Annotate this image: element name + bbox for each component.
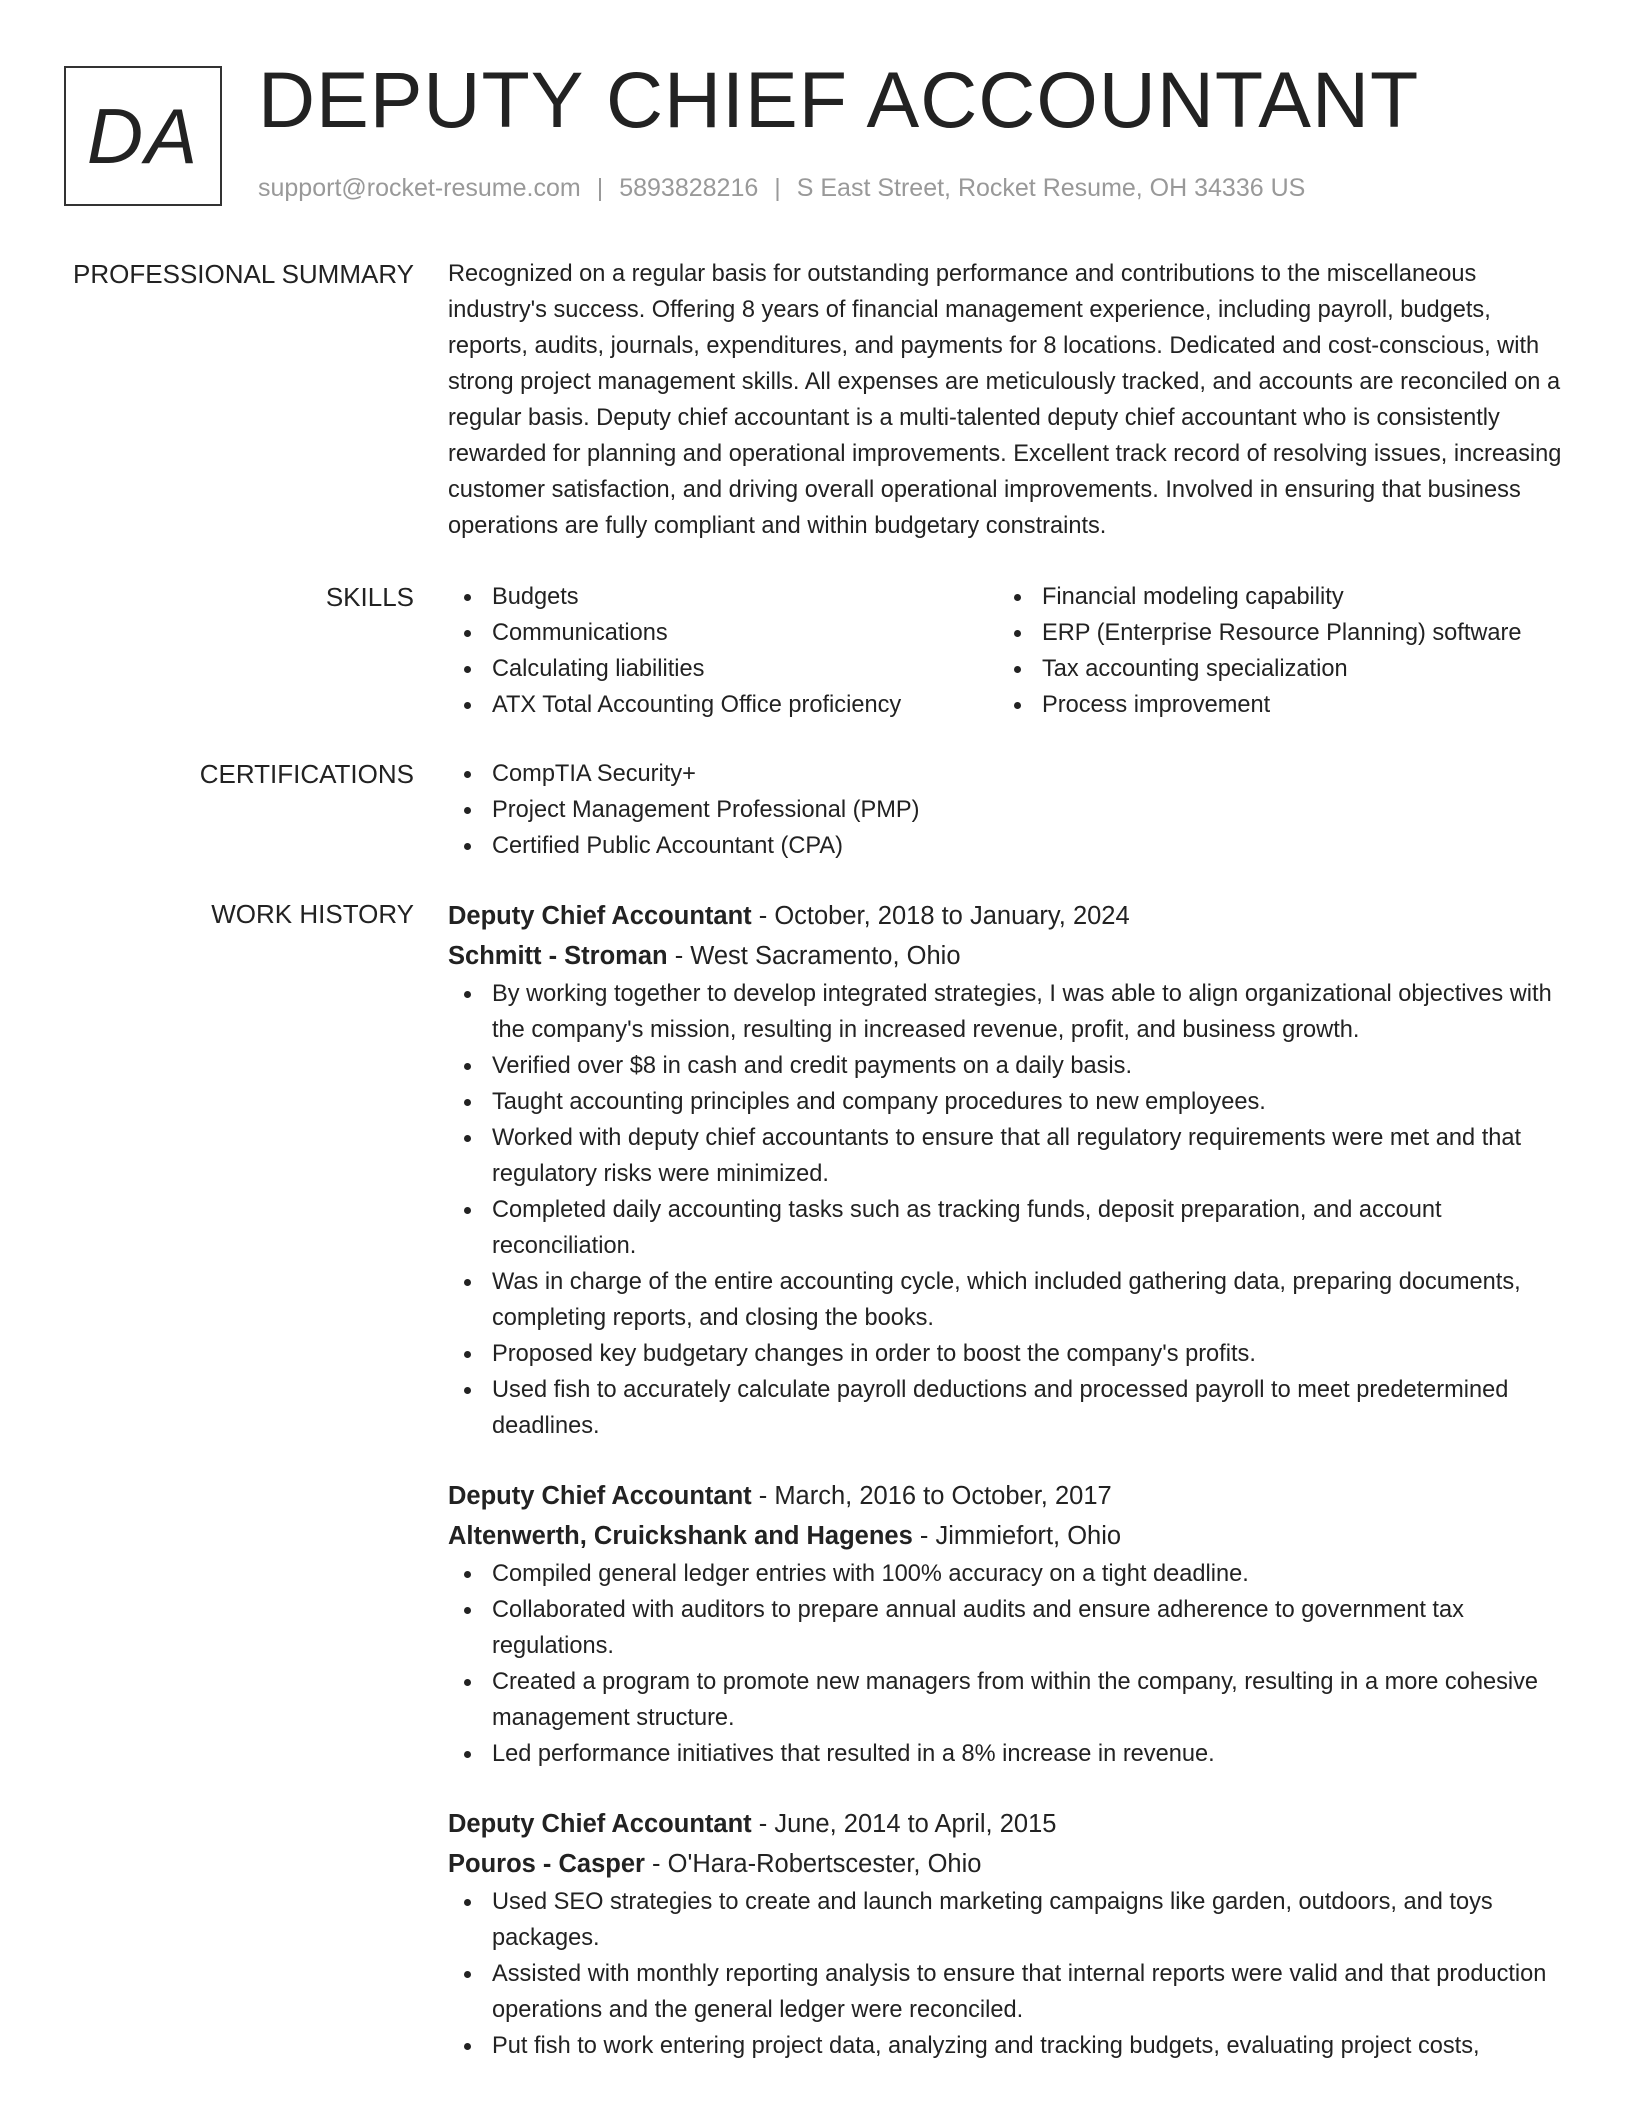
- job-bullets: [448, 1884, 1568, 2064]
- contact-address: S East Street, Rocket Resume, OH 34336 US: [796, 174, 1306, 202]
- job-bullet: Was in charge of the entire accounting cycle, which included gathering data, preparing documents, completing reports, and closing the books.: [448, 1264, 1568, 1336]
- job-bullet: Worked with deputy chief accountants to ensure that all regulatory requirements were met and that regulatory risks were minimized.: [448, 1120, 1568, 1192]
- job-bullet: Collaborated with auditors to prepare annual audits and ensure adherence to government tax regulations.: [448, 1592, 1568, 1664]
- monogram-badge: DA: [64, 66, 222, 206]
- job-bullet: Created a program to promote new managers from within the company, resulting in a more cohesive management structure.: [448, 1664, 1568, 1736]
- job-bullet: Proposed key budgetary changes in order to boost the company's profits.: [448, 1336, 1568, 1372]
- job-dates: - October, 2018 to January, 2024: [751, 902, 1130, 930]
- job-bullet: Assisted with monthly reporting analysis to ensure that internal reports were valid and that production operations and the general ledger were reconciled.: [448, 1956, 1568, 2028]
- job-bullets: [448, 1556, 1568, 1772]
- skills-heading: SKILLS: [325, 582, 414, 612]
- certification-item: Project Management Professional (PMP): [448, 792, 1568, 828]
- job-company-line: [448, 1844, 1568, 1884]
- job-bullet: Used fish to accurately calculate payroll deductions and processed payroll to meet predetermined deadlines.: [448, 1372, 1568, 1444]
- job-dates: - March, 2016 to October, 2017: [751, 1482, 1112, 1510]
- contact-separator: |: [774, 174, 781, 202]
- skill-item: Budgets: [448, 579, 998, 615]
- job-entry: [448, 1804, 1568, 2064]
- certification-item: CompTIA Security+: [448, 756, 1568, 792]
- contact-line: [258, 174, 1305, 203]
- job-title-line: [448, 1804, 1568, 1844]
- skills-list-right: [998, 579, 1548, 723]
- job-location: - O'Hara-Robertscester, Ohio: [644, 1850, 982, 1878]
- contact-email[interactable]: support@rocket-resume.com: [258, 174, 581, 202]
- job-entry: [448, 1476, 1568, 1772]
- job-bullet: Completed daily accounting tasks such as tracking funds, deposit preparation, and account reconciliation.: [448, 1192, 1568, 1264]
- job-title: Deputy Chief Accountant: [448, 902, 752, 930]
- certifications-heading: CERTIFICATIONS: [199, 759, 414, 789]
- job-dates: - June, 2014 to April, 2015: [751, 1810, 1057, 1838]
- job-company-line: [448, 936, 1568, 976]
- work-history-heading: WORK HISTORY: [211, 899, 414, 929]
- job-bullet: Used SEO strategies to create and launch marketing campaigns like garden, outdoors, and toys packages.: [448, 1884, 1568, 1956]
- job-bullet: Taught accounting principles and company procedures to new employees.: [448, 1084, 1568, 1120]
- job-bullet: Verified over $8 in cash and credit payments on a daily basis.: [448, 1048, 1568, 1084]
- job-bullets: [448, 976, 1568, 1444]
- certifications-list: [448, 756, 1568, 864]
- job-location: - Jimmiefort, Ohio: [912, 1522, 1122, 1550]
- skill-item: Tax accounting specialization: [998, 651, 1548, 687]
- skill-item: Communications: [448, 615, 998, 651]
- resume-title: DEPUTY CHIEF ACCOUNTANT: [258, 55, 1420, 144]
- job-bullet: Put fish to work entering project data, analyzing and tracking budgets, evaluating project costs,: [448, 2028, 1568, 2064]
- job-company: Pouros - Casper: [448, 1850, 645, 1878]
- job-bullet: Compiled general ledger entries with 100% accuracy on a tight deadline.: [448, 1556, 1568, 1592]
- contact-phone[interactable]: 5893828216: [619, 174, 759, 202]
- job-bullet: By working together to develop integrated strategies, I was able to align organizational objectives with the company's mission, resulting in increased revenue, profit, and business growth.: [448, 976, 1568, 1048]
- skill-item: Calculating liabilities: [448, 651, 998, 687]
- job-location: - West Sacramento, Ohio: [667, 942, 961, 970]
- skill-item: Process improvement: [998, 687, 1548, 723]
- job-title: Deputy Chief Accountant: [448, 1810, 752, 1838]
- skill-item: ERP (Enterprise Resource Planning) software: [998, 615, 1548, 651]
- job-title: Deputy Chief Accountant: [448, 1482, 752, 1510]
- skill-item: Financial modeling capability: [998, 579, 1548, 615]
- job-title-line: [448, 1476, 1568, 1516]
- job-company: Schmitt - Stroman: [448, 942, 668, 970]
- job-entry: [448, 896, 1568, 1444]
- skills-list-left: [448, 579, 998, 723]
- certification-item: Certified Public Accountant (CPA): [448, 828, 1568, 864]
- job-title-line: [448, 896, 1568, 936]
- contact-separator: |: [596, 174, 604, 202]
- summary-text: Recognized on a regular basis for outstanding performance and contributions to the miscellaneous industry's success. Offering 8 years of financial management experience, including payroll, budgets, reports, audits, journals, expenditures, and payments for 8 locations. Dedicated and cost-conscious, with strong project management skills. All expenses are meticulously tracked, and accounts are reconciled on a regular basis. Deputy chief accountant is a multi-talented deputy chief accountant who is consistently rewarded for planning and operational improvements. Excellent track record of resolving issues, increasing customer satisfaction, and driving overall operational improvements. Involved in ensuring that business operations are fully compliant and within budgetary constraints.: [448, 261, 1562, 539]
- summary-heading: PROFESSIONAL SUMMARY: [73, 259, 414, 289]
- job-company-line: [448, 1516, 1568, 1556]
- job-company: Altenwerth, Cruickshank and Hagenes: [448, 1522, 913, 1550]
- job-bullet: Led performance initiatives that resulted in a 8% increase in revenue.: [448, 1736, 1568, 1772]
- skill-item: ATX Total Accounting Office proficiency: [448, 687, 998, 723]
